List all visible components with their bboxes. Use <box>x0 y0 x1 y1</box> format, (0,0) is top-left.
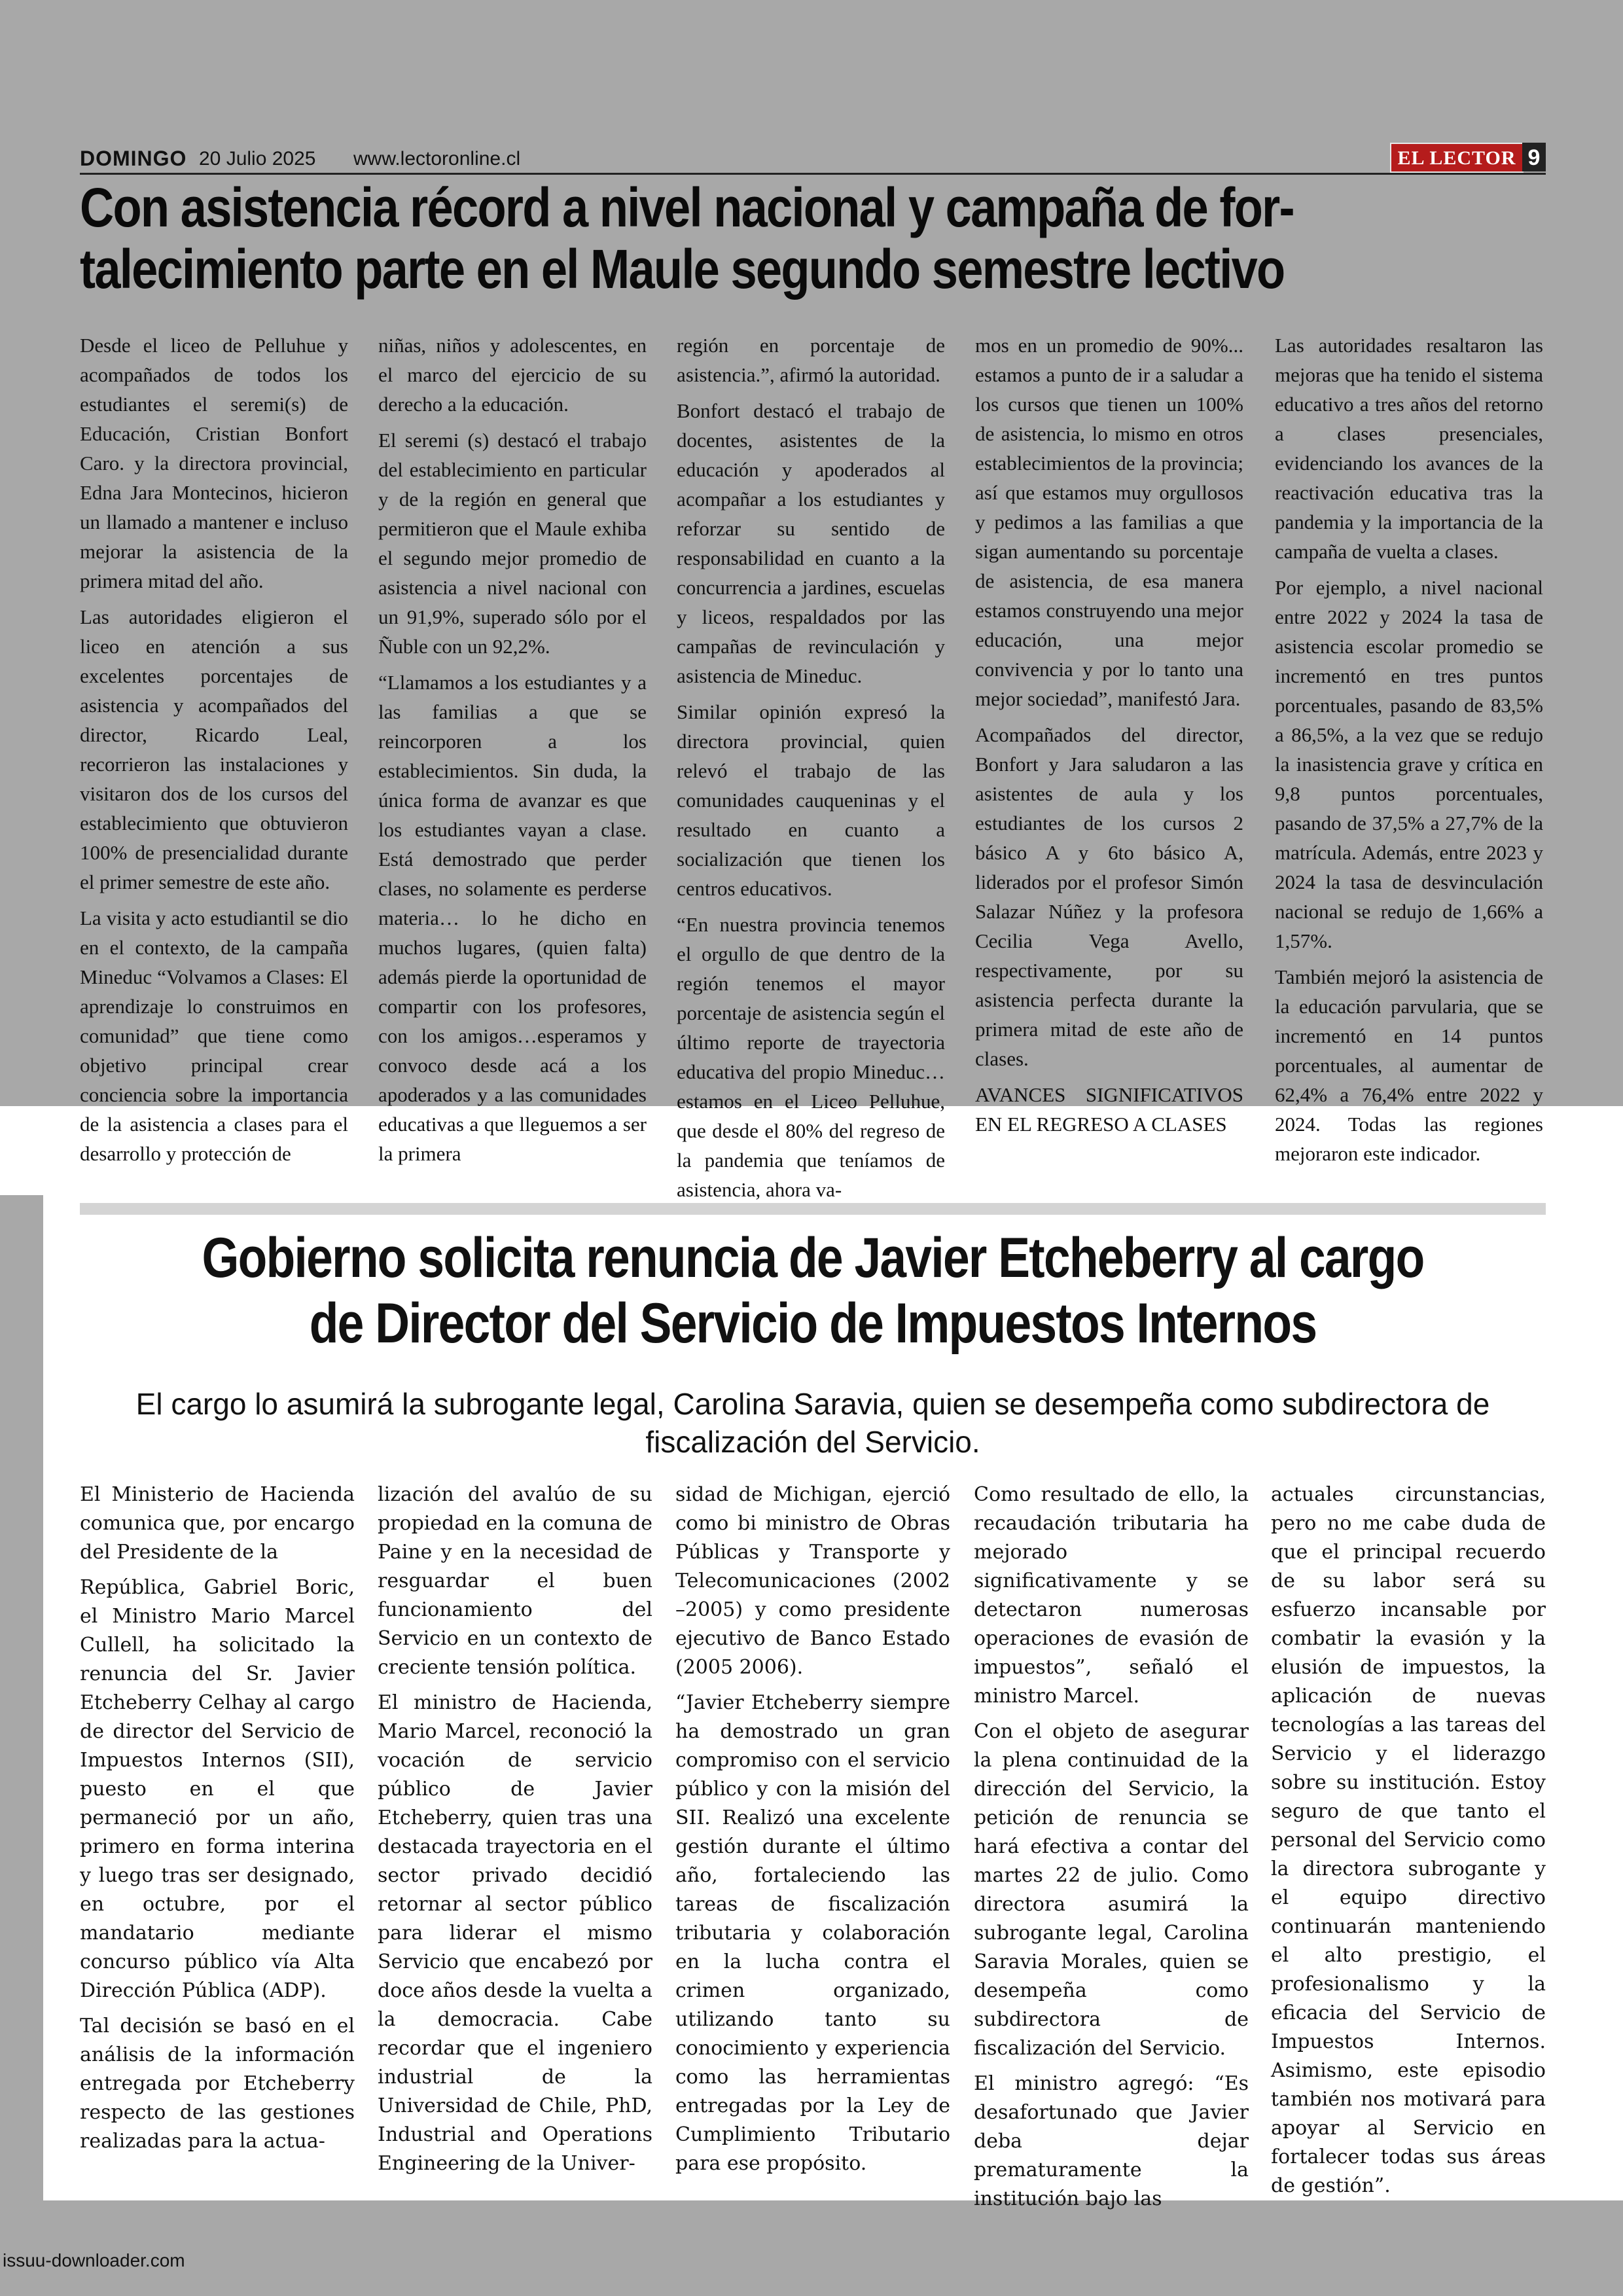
article2-headline-line1: Gobierno solicita renuncia de Javier Etcheberry al cargo <box>202 1227 1424 1289</box>
article1-column-1 <box>80 331 348 1175</box>
article1-body <box>80 331 1546 1201</box>
paragraph: Desde el liceo de Pelluhue y acompañados de todos los estudiantes el seremi(s) de Educación, Cristian Bonfort Caro. y la directora provincial, Edna Jara Montecinos, hicieron un llamado a mantener e incluso mejorar la asistencia de la primera mitad del año. <box>80 334 348 592</box>
paragraph: Las autoridades eligieron el liceo en atención a sus excelentes porcentajes de asistencia y acompañados del director, Ricardo Leal, recorrieron las instalaciones y visitaron dos de los cursos del establecimiento que obtuvieron 100% de presencialidad durante el primer semestre de este año. <box>80 605 348 893</box>
paragraph: Similar opinión expresó la directora provincial, quien relevó el trabajo de las comunidades cauqueninas y el resultado en cuanto a socialización que tienen los centros educativos. <box>677 700 945 900</box>
paragraph: El ministro agregó: “Es desafortunado que Javier deba dejar prematuramente la institución bajo las <box>974 2072 1249 2210</box>
article1-column-2 <box>378 331 647 1175</box>
paragraph: Tal decisión se basó en el análisis de la información entregada por Etcheberry respecto de las gestiones realizadas para la actua- <box>80 2015 355 2153</box>
article1-headline <box>80 177 1543 300</box>
paragraph: República, Gabriel Boric, el Ministro Mario Marcel Cullell, ha solicitado la renuncia del Sr. Javier Etcheberry Celhay al cargo de director del Servicio de Impuestos Internos (SII), puesto en el que permaneció por un año, primero en forma interina y luego tras ser designado, en octubre, por el mandatario mediante concurso público vía Alta Dirección Pública (ADP). <box>80 1576 355 2002</box>
paragraph: mos en un promedio de 90%... estamos a punto de ir a saludar a los cursos que tienen un 100% de asistencia, lo mismo en otros establecimientos de la provincia; así que estamos muy orgullosos y pedimos a las familias a que sigan aumentando su porcentaje de asistencia, de esa manera estamos construyendo una mejor educación, una mejor convivencia y por lo tanto una mejor sociedad”, manifestó Jara. <box>975 334 1243 710</box>
paragraph: región en porcentaje de asistencia.”, afirmó la autoridad. <box>677 334 945 386</box>
article1-column-3 <box>677 331 945 1211</box>
article2-column-4 <box>974 1480 1249 2220</box>
paragraph: Acompañados del director, Bonfort y Jara saludaron a las asistentes de aula y los estudiantes de los cursos 2 básico A y 6to básico A, liderados por el profesor Simón Salazar Núñez y la profesora Cecilia Vega Avello, respectivamente, por su asistencia perfecta durante la primera mitad de este año de clases. <box>975 723 1243 1070</box>
article2-subheadline: El cargo lo asumirá la subrogante legal, Carolina Saravia, quien se desempeña como subdirectora de fiscalización del Servicio. <box>135 1387 1490 1459</box>
paragraph: “En nuestra provincia tenemos el orgullo de que dentro de la región tenemos el mayor porcentaje de asistencia según el último reporte de trayectoria educativa del propio Mineduc… estamos en el Liceo Pelluhue, que desde el 80% del regreso de la pandemia que teníamos de asistencia, ahora va- <box>677 913 945 1201</box>
article2-column-2 <box>378 1480 652 2185</box>
article2-headline <box>80 1225 1546 1356</box>
paragraph: Las autoridades resaltaron las mejoras que ha tenido el sistema educativo a tres años del retorno a clases presenciales, evidenciando los avances de la reactivación educativa tras la pandemia y la importancia de la campaña de vuelta a clases. <box>1275 334 1543 563</box>
paragraph: lización del avalúo de su propiedad en la comuna de Paine y en la necesidad de resguardar el buen funcionamiento del Servicio en un contexto de creciente tensión política. <box>378 1483 652 1679</box>
article1-headline-line1: Con asistencia récord a nivel nacional y campaña de for- <box>80 177 1294 238</box>
masthead <box>80 143 1546 175</box>
paragraph: El Ministerio de Hacienda comunica que, por encargo del Presidente de la <box>80 1483 355 1564</box>
article1-column-5 <box>1275 331 1543 1175</box>
paragraph: “Llamamos a los estudiantes y a las familias a que se reincorporen a los establecimientos. Sin duda, la única forma de avanzar es que los estudiantes vayan a clase. Está demostrado que perder clases, no solamente es perderse materia… lo he dicho en muchos lugares, (quien falta) además pierde la oportunidad de compartir con los profesores, con los amigos…esperamos y convoco desde acá a los apoderados y a las comunidades educativas a que lleguemos a ser la primera <box>378 671 647 1165</box>
paragraph: actuales circunstancias, pero no me cabe duda de que el principal recuerdo de su labor será su esfuerzo incansable por combatir la evasión y la elusión de impuestos, la aplicación de nuevas tecnologías a las tareas del Servicio y el liderazgo sobre su institución. Estoy seguro de que tanto el personal del Servicio como la directora subrogante y el equipo directivo continuarán manteniendo el alto prestigio, el profesionalismo y la eficacia del Servicio de Impuestos Internos. Asimismo, este episodio también nos motivará para apoyar al Servicio en fortalecer todas sus áreas de gestión”. <box>1271 1483 1546 2197</box>
paragraph: Bonfort destacó el trabajo de docentes, asistentes de la educación y apoderados al acompañar a los estudiantes y reforzar su sentido de responsabilidad en cuanto a la concurrencia a jardines, escuelas y liceos, respaldados por las campañas de revinculación y asistencia de Mineduc. <box>677 399 945 687</box>
paragraph: Con el objeto de asegurar la plena continuidad de la dirección del Servicio, la petición de renuncia se hará efectiva a contar del martes 22 de julio. Como directora asumirá la subrogante legal, Carolina Saravia Morales, quien se desempeña como subdirectora de fiscalización del Servicio. <box>974 1720 1249 2060</box>
page-edge-strip <box>0 1106 43 1195</box>
el-lector-logo: EL LECTOR <box>1390 143 1524 173</box>
page-number: 9 <box>1522 143 1546 171</box>
masthead-day: DOMINGO <box>80 147 187 170</box>
paragraph: También mejoró la asistencia de la educación parvularia, que se incrementó en 14 puntos porcentuales, al aumentar de 62,4% a 76,4% entre 2022 y 2024. Todas las regiones mejoraron este indicador. <box>1275 965 1543 1165</box>
article2-column-5 <box>1271 1480 1546 2207</box>
watermark-text: issuu-downloader.com <box>3 2250 185 2270</box>
article2-headline-line2: de Director del Servicio de Impuestos Internos <box>309 1292 1317 1355</box>
article2-body <box>80 1480 1546 2210</box>
paragraph: Como resultado de ello, la recaudación tributaria ha mejorado significativamente y se detectaron numerosas operaciones de evasión de impuestos”, señaló el ministro Marcel. <box>974 1483 1249 1708</box>
paragraph: sidad de Michigan, ejerció como bi ministro de Obras Públicas y Transporte y Telecomunicaciones (2002 –2005) y como presidente ejecutivo de Banco Estado (2005 2006). <box>675 1483 950 1679</box>
paragraph: La visita y acto estudiantil se dio en el contexto, de la campaña Mineduc “Volvamos a Clases: El aprendizaje lo construimos en comunidad” que tiene como objetivo principal crear conciencia sobre la importancia de la asistencia a clases para el desarrollo y protección de <box>80 906 348 1165</box>
section-divider <box>80 1203 1546 1215</box>
paragraph: El seremi (s) destacó el trabajo del establecimiento en particular y de la región en general que permitieron que el Maule exhiba el segundo mejor promedio de asistencia a nivel nacional con un 91,9%, superado sólo por el Ñuble con un 92,2%. <box>378 429 647 658</box>
paragraph: “Javier Etcheberry siempre ha demostrado un gran compromiso con el servicio público y con la misión del SII. Realizó una excelente gestión durante el último año, fortaleciendo las tareas de fiscalización tributaria y colaboración en la lucha contra el crimen organizado, utilizando tanto su conocimiento y experiencia como las herramientas entregadas por la Ley de Cumplimiento Tributario para ese propósito. <box>675 1691 950 2175</box>
masthead-site: www.lectoronline.cl <box>353 148 521 170</box>
section-subheading: AVANCES SIGNIFICATIVOS EN EL REGRESO A CLASES <box>975 1083 1243 1136</box>
paragraph: Por ejemplo, a nivel nacional entre 2022 y 2024 la tasa de asistencia escolar promedio se incrementó en tres puntos porcentuales, pasando de 83,5% a 86,5%, a la vez que se redujo la inasistencia grave y crítica en 9,8 puntos porcentuales, pasando de 37,5% a 27,7% de la matrícula. Además, entre 2023 y 2024 la tasa de desvinculación nacional se redujo de 1,66% a 1,57%. <box>1275 576 1543 952</box>
paragraph: El ministro de Hacienda, Mario Marcel, reconoció la vocación de servicio público de Javier Etcheberry, quien tras una destacada trayectoria en el sector privado decidió retornar al sector público para liderar el mismo Servicio que encabezó por doce años desde la vuelta a la democracia. Cabe recordar que el ingeniero industrial de la Universidad de Chile, PhD, Industrial and Operations Engineering de la Univer- <box>378 1691 652 2175</box>
article2-column-3 <box>675 1480 950 2185</box>
masthead-date: 20 Julio 2025 <box>199 148 316 170</box>
article1-column-4 <box>975 331 1243 1145</box>
paragraph: niñas, niños y adolescentes, en el marco del ejercicio de su derecho a la educación. <box>378 334 647 416</box>
article1-headline-line2: talecimiento parte en el Maule segundo semestre lectivo <box>80 238 1285 300</box>
article2-column-1 <box>80 1480 355 2162</box>
